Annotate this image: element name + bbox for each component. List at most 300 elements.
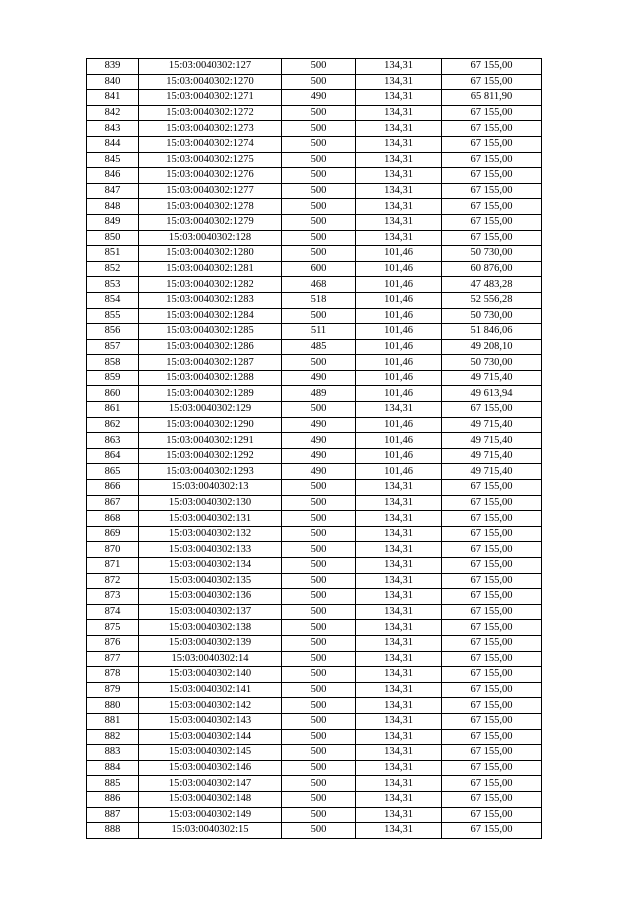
cadastral-value-cell: 67 155,00	[442, 760, 542, 776]
row-number-cell: 864	[87, 448, 139, 464]
table-row	[87, 105, 542, 121]
area-cell: 500	[282, 682, 356, 698]
cadastral-number-cell: 15:03:0040302:143	[139, 713, 282, 729]
table-row	[87, 776, 542, 792]
cadastral-value-cell: 67 155,00	[442, 558, 542, 574]
rate-cell: 134,31	[356, 230, 442, 246]
row-number-cell: 877	[87, 651, 139, 667]
area-cell: 500	[282, 791, 356, 807]
cadastral-value-cell: 67 155,00	[442, 136, 542, 152]
row-number-cell: 873	[87, 589, 139, 605]
cadastral-number-cell: 15:03:0040302:1282	[139, 277, 282, 293]
area-cell: 518	[282, 292, 356, 308]
table-row	[87, 791, 542, 807]
cadastral-number-cell: 15:03:0040302:1277	[139, 183, 282, 199]
cadastral-number-cell: 15:03:0040302:1288	[139, 370, 282, 386]
cadastral-value-cell: 49 715,40	[442, 464, 542, 480]
cadastral-value-cell: 67 155,00	[442, 776, 542, 792]
cadastral-value-cell: 49 613,94	[442, 386, 542, 402]
table-row	[87, 136, 542, 152]
rate-cell: 134,31	[356, 74, 442, 90]
cadastral-value-cell: 67 155,00	[442, 651, 542, 667]
area-cell: 500	[282, 74, 356, 90]
area-cell: 500	[282, 246, 356, 262]
table-row	[87, 480, 542, 496]
area-cell: 500	[282, 199, 356, 215]
row-number-cell: 844	[87, 136, 139, 152]
rate-cell: 134,31	[356, 511, 442, 527]
row-number-cell: 885	[87, 776, 139, 792]
area-cell: 500	[282, 729, 356, 745]
cadastral-value-cell: 67 155,00	[442, 542, 542, 558]
rate-cell: 134,31	[356, 121, 442, 137]
table-row	[87, 90, 542, 106]
table-row	[87, 760, 542, 776]
area-cell: 500	[282, 745, 356, 761]
cadastral-number-cell: 15:03:0040302:136	[139, 589, 282, 605]
cadastral-number-cell: 15:03:0040302:128	[139, 230, 282, 246]
rate-cell: 134,31	[356, 495, 442, 511]
row-number-cell: 875	[87, 620, 139, 636]
rate-cell: 134,31	[356, 168, 442, 184]
row-number-cell: 861	[87, 402, 139, 418]
cadastral-number-cell: 15:03:0040302:15	[139, 823, 282, 839]
row-number-cell: 860	[87, 386, 139, 402]
cadastral-value-cell: 49 715,40	[442, 417, 542, 433]
area-cell: 500	[282, 230, 356, 246]
rate-cell: 134,31	[356, 620, 442, 636]
table-row	[87, 620, 542, 636]
area-cell: 500	[282, 214, 356, 230]
table-row	[87, 230, 542, 246]
table-row	[87, 495, 542, 511]
rate-cell: 101,46	[356, 386, 442, 402]
cadastral-number-cell: 15:03:0040302:140	[139, 667, 282, 683]
cadastral-value-cell: 49 715,40	[442, 448, 542, 464]
cadastral-value-cell: 67 155,00	[442, 511, 542, 527]
area-cell: 500	[282, 542, 356, 558]
cadastral-number-cell: 15:03:0040302:132	[139, 526, 282, 542]
cadastral-value-cell: 65 811,90	[442, 90, 542, 106]
table-row	[87, 807, 542, 823]
row-number-cell: 839	[87, 59, 139, 75]
cadastral-value-cell: 67 155,00	[442, 199, 542, 215]
cadastral-value-cell: 50 730,00	[442, 246, 542, 262]
cadastral-number-cell: 15:03:0040302:133	[139, 542, 282, 558]
cadastral-number-cell: 15:03:0040302:139	[139, 635, 282, 651]
rate-cell: 134,31	[356, 667, 442, 683]
table-row	[87, 542, 542, 558]
cadastral-number-cell: 15:03:0040302:135	[139, 573, 282, 589]
row-number-cell: 842	[87, 105, 139, 121]
row-number-cell: 874	[87, 604, 139, 620]
cadastral-number-cell: 15:03:0040302:1293	[139, 464, 282, 480]
row-number-cell: 849	[87, 214, 139, 230]
rate-cell: 134,31	[356, 604, 442, 620]
table-row	[87, 59, 542, 75]
area-cell: 500	[282, 604, 356, 620]
cadastral-value-cell: 67 155,00	[442, 682, 542, 698]
table-row	[87, 745, 542, 761]
rate-cell: 134,31	[356, 480, 442, 496]
area-cell: 511	[282, 324, 356, 340]
cadastral-value-cell: 52 556,28	[442, 292, 542, 308]
table-row	[87, 698, 542, 714]
table-row	[87, 402, 542, 418]
table-row	[87, 729, 542, 745]
area-cell: 500	[282, 698, 356, 714]
rate-cell: 101,46	[356, 464, 442, 480]
row-number-cell: 847	[87, 183, 139, 199]
area-cell: 500	[282, 823, 356, 839]
row-number-cell: 840	[87, 74, 139, 90]
cadastral-number-cell: 15:03:0040302:1286	[139, 339, 282, 355]
area-cell: 500	[282, 776, 356, 792]
cadastral-value-cell: 49 715,40	[442, 433, 542, 449]
table-row	[87, 152, 542, 168]
area-cell: 500	[282, 152, 356, 168]
cadastral-number-cell: 15:03:0040302:129	[139, 402, 282, 418]
rate-cell: 134,31	[356, 542, 442, 558]
table-row	[87, 651, 542, 667]
row-number-cell: 872	[87, 573, 139, 589]
cadastral-value-cell: 49 208,10	[442, 339, 542, 355]
rate-cell: 101,46	[356, 339, 442, 355]
row-number-cell: 879	[87, 682, 139, 698]
table-row	[87, 74, 542, 90]
cadastral-number-cell: 15:03:0040302:1292	[139, 448, 282, 464]
cadastral-number-cell: 15:03:0040302:148	[139, 791, 282, 807]
cadastral-number-cell: 15:03:0040302:146	[139, 760, 282, 776]
area-cell: 500	[282, 573, 356, 589]
row-number-cell: 851	[87, 246, 139, 262]
area-cell: 500	[282, 558, 356, 574]
row-number-cell: 854	[87, 292, 139, 308]
rate-cell: 101,46	[356, 355, 442, 371]
cadastral-value-cell: 67 155,00	[442, 635, 542, 651]
area-cell: 500	[282, 121, 356, 137]
rate-cell: 101,46	[356, 448, 442, 464]
table-row	[87, 635, 542, 651]
rate-cell: 134,31	[356, 136, 442, 152]
table-row	[87, 168, 542, 184]
row-number-cell: 888	[87, 823, 139, 839]
area-cell: 490	[282, 417, 356, 433]
row-number-cell: 852	[87, 261, 139, 277]
rate-cell: 134,31	[356, 152, 442, 168]
area-cell: 500	[282, 136, 356, 152]
rate-cell: 101,46	[356, 324, 442, 340]
cadastral-value-cell: 67 155,00	[442, 74, 542, 90]
cadastral-number-cell: 15:03:0040302:1290	[139, 417, 282, 433]
rate-cell: 101,46	[356, 277, 442, 293]
cadastral-value-cell: 50 730,00	[442, 355, 542, 371]
row-number-cell: 848	[87, 199, 139, 215]
cadastral-value-cell: 67 155,00	[442, 183, 542, 199]
cadastral-number-cell: 15:03:0040302:1271	[139, 90, 282, 106]
cadastral-value-cell: 67 155,00	[442, 214, 542, 230]
cadastral-number-cell: 15:03:0040302:141	[139, 682, 282, 698]
cadastral-number-cell: 15:03:0040302:1289	[139, 386, 282, 402]
table-body	[87, 59, 542, 839]
area-cell: 468	[282, 277, 356, 293]
rate-cell: 134,31	[356, 791, 442, 807]
table-row	[87, 292, 542, 308]
table-row	[87, 511, 542, 527]
land-registry-table	[86, 58, 542, 839]
cadastral-number-cell: 15:03:0040302:1278	[139, 199, 282, 215]
row-number-cell: 886	[87, 791, 139, 807]
cadastral-number-cell: 15:03:0040302:14	[139, 651, 282, 667]
rate-cell: 101,46	[356, 246, 442, 262]
cadastral-value-cell: 67 155,00	[442, 230, 542, 246]
row-number-cell: 858	[87, 355, 139, 371]
table-row	[87, 214, 542, 230]
row-number-cell: 880	[87, 698, 139, 714]
table-row	[87, 121, 542, 137]
cadastral-value-cell: 67 155,00	[442, 152, 542, 168]
table-row	[87, 589, 542, 605]
row-number-cell: 876	[87, 635, 139, 651]
rate-cell: 134,31	[356, 807, 442, 823]
table-row	[87, 339, 542, 355]
area-cell: 490	[282, 464, 356, 480]
table-row	[87, 417, 542, 433]
row-number-cell: 887	[87, 807, 139, 823]
rate-cell: 101,46	[356, 417, 442, 433]
table-row	[87, 355, 542, 371]
cadastral-number-cell: 15:03:0040302:134	[139, 558, 282, 574]
cadastral-number-cell: 15:03:0040302:147	[139, 776, 282, 792]
cadastral-value-cell: 67 155,00	[442, 495, 542, 511]
cadastral-number-cell: 15:03:0040302:145	[139, 745, 282, 761]
cadastral-number-cell: 15:03:0040302:144	[139, 729, 282, 745]
cadastral-value-cell: 67 155,00	[442, 121, 542, 137]
area-cell: 490	[282, 370, 356, 386]
area-cell: 500	[282, 807, 356, 823]
table-row	[87, 573, 542, 589]
row-number-cell: 859	[87, 370, 139, 386]
cadastral-value-cell: 67 155,00	[442, 573, 542, 589]
rate-cell: 101,46	[356, 308, 442, 324]
rate-cell: 134,31	[356, 760, 442, 776]
rate-cell: 134,31	[356, 402, 442, 418]
cadastral-value-cell: 67 155,00	[442, 402, 542, 418]
cadastral-number-cell: 15:03:0040302:138	[139, 620, 282, 636]
row-number-cell: 884	[87, 760, 139, 776]
rate-cell: 134,31	[356, 214, 442, 230]
cadastral-value-cell: 67 155,00	[442, 168, 542, 184]
table-row	[87, 558, 542, 574]
area-cell: 500	[282, 635, 356, 651]
area-cell: 500	[282, 59, 356, 75]
cadastral-number-cell: 15:03:0040302:1276	[139, 168, 282, 184]
rate-cell: 134,31	[356, 635, 442, 651]
table-row	[87, 370, 542, 386]
cadastral-number-cell: 15:03:0040302:142	[139, 698, 282, 714]
row-number-cell: 863	[87, 433, 139, 449]
cadastral-number-cell: 15:03:0040302:1285	[139, 324, 282, 340]
row-number-cell: 850	[87, 230, 139, 246]
row-number-cell: 856	[87, 324, 139, 340]
table-row	[87, 324, 542, 340]
cadastral-number-cell: 15:03:0040302:131	[139, 511, 282, 527]
row-number-cell: 870	[87, 542, 139, 558]
row-number-cell: 869	[87, 526, 139, 542]
rate-cell: 134,31	[356, 199, 442, 215]
row-number-cell: 862	[87, 417, 139, 433]
area-cell: 490	[282, 433, 356, 449]
area-cell: 489	[282, 386, 356, 402]
cadastral-number-cell: 15:03:0040302:130	[139, 495, 282, 511]
cadastral-value-cell: 51 846,06	[442, 324, 542, 340]
rate-cell: 101,46	[356, 433, 442, 449]
cadastral-number-cell: 15:03:0040302:1275	[139, 152, 282, 168]
table-row	[87, 464, 542, 480]
area-cell: 500	[282, 355, 356, 371]
rate-cell: 101,46	[356, 261, 442, 277]
rate-cell: 134,31	[356, 526, 442, 542]
cadastral-value-cell: 67 155,00	[442, 480, 542, 496]
row-number-cell: 868	[87, 511, 139, 527]
rate-cell: 134,31	[356, 183, 442, 199]
area-cell: 500	[282, 651, 356, 667]
area-cell: 500	[282, 526, 356, 542]
row-number-cell: 883	[87, 745, 139, 761]
cadastral-value-cell: 67 155,00	[442, 745, 542, 761]
table-row	[87, 667, 542, 683]
cadastral-value-cell: 67 155,00	[442, 713, 542, 729]
rate-cell: 134,31	[356, 698, 442, 714]
rate-cell: 134,31	[356, 573, 442, 589]
cadastral-number-cell: 15:03:0040302:1287	[139, 355, 282, 371]
cadastral-value-cell: 67 155,00	[442, 620, 542, 636]
cadastral-number-cell: 15:03:0040302:1284	[139, 308, 282, 324]
cadastral-value-cell: 67 155,00	[442, 59, 542, 75]
row-number-cell: 846	[87, 168, 139, 184]
row-number-cell: 865	[87, 464, 139, 480]
cadastral-value-cell: 47 483,28	[442, 277, 542, 293]
area-cell: 500	[282, 183, 356, 199]
table-row	[87, 183, 542, 199]
rate-cell: 134,31	[356, 713, 442, 729]
cadastral-number-cell: 15:03:0040302:1274	[139, 136, 282, 152]
rate-cell: 101,46	[356, 370, 442, 386]
table-row	[87, 682, 542, 698]
rate-cell: 134,31	[356, 745, 442, 761]
area-cell: 500	[282, 402, 356, 418]
table-row	[87, 526, 542, 542]
area-cell: 500	[282, 480, 356, 496]
table-row	[87, 713, 542, 729]
cadastral-number-cell: 15:03:0040302:1279	[139, 214, 282, 230]
cadastral-value-cell: 67 155,00	[442, 105, 542, 121]
row-number-cell: 843	[87, 121, 139, 137]
cadastral-value-cell: 67 155,00	[442, 667, 542, 683]
row-number-cell: 853	[87, 277, 139, 293]
rate-cell: 101,46	[356, 292, 442, 308]
row-number-cell: 841	[87, 90, 139, 106]
table-row	[87, 433, 542, 449]
rate-cell: 134,31	[356, 729, 442, 745]
area-cell: 500	[282, 589, 356, 605]
table-row	[87, 261, 542, 277]
cadastral-value-cell: 67 155,00	[442, 589, 542, 605]
rate-cell: 134,31	[356, 823, 442, 839]
cadastral-value-cell: 60 876,00	[442, 261, 542, 277]
rate-cell: 134,31	[356, 589, 442, 605]
row-number-cell: 857	[87, 339, 139, 355]
area-cell: 500	[282, 620, 356, 636]
area-cell: 500	[282, 713, 356, 729]
row-number-cell: 881	[87, 713, 139, 729]
cadastral-number-cell: 15:03:0040302:149	[139, 807, 282, 823]
cadastral-number-cell: 15:03:0040302:1281	[139, 261, 282, 277]
row-number-cell: 845	[87, 152, 139, 168]
table-row	[87, 277, 542, 293]
area-cell: 500	[282, 105, 356, 121]
area-cell: 500	[282, 511, 356, 527]
area-cell: 500	[282, 667, 356, 683]
cadastral-number-cell: 15:03:0040302:1280	[139, 246, 282, 262]
rate-cell: 134,31	[356, 90, 442, 106]
rate-cell: 134,31	[356, 105, 442, 121]
row-number-cell: 882	[87, 729, 139, 745]
area-cell: 500	[282, 495, 356, 511]
area-cell: 490	[282, 90, 356, 106]
area-cell: 500	[282, 760, 356, 776]
area-cell: 500	[282, 308, 356, 324]
cadastral-number-cell: 15:03:0040302:1270	[139, 74, 282, 90]
table-row	[87, 386, 542, 402]
cadastral-number-cell: 15:03:0040302:137	[139, 604, 282, 620]
cadastral-value-cell: 67 155,00	[442, 604, 542, 620]
cadastral-value-cell: 67 155,00	[442, 791, 542, 807]
cadastral-value-cell: 67 155,00	[442, 823, 542, 839]
area-cell: 490	[282, 448, 356, 464]
cadastral-value-cell: 67 155,00	[442, 729, 542, 745]
row-number-cell: 867	[87, 495, 139, 511]
table-row	[87, 246, 542, 262]
cadastral-value-cell: 49 715,40	[442, 370, 542, 386]
cadastral-value-cell: 67 155,00	[442, 526, 542, 542]
cadastral-number-cell: 15:03:0040302:1283	[139, 292, 282, 308]
row-number-cell: 866	[87, 480, 139, 496]
row-number-cell: 871	[87, 558, 139, 574]
table-row	[87, 199, 542, 215]
cadastral-value-cell: 67 155,00	[442, 807, 542, 823]
table-row	[87, 448, 542, 464]
row-number-cell: 855	[87, 308, 139, 324]
cadastral-value-cell: 50 730,00	[442, 308, 542, 324]
rate-cell: 134,31	[356, 682, 442, 698]
cadastral-number-cell: 15:03:0040302:1291	[139, 433, 282, 449]
table-row	[87, 823, 542, 839]
rate-cell: 134,31	[356, 59, 442, 75]
rate-cell: 134,31	[356, 558, 442, 574]
area-cell: 500	[282, 168, 356, 184]
area-cell: 600	[282, 261, 356, 277]
table-row	[87, 604, 542, 620]
cadastral-number-cell: 15:03:0040302:1272	[139, 105, 282, 121]
cadastral-number-cell: 15:03:0040302:1273	[139, 121, 282, 137]
rate-cell: 134,31	[356, 776, 442, 792]
row-number-cell: 878	[87, 667, 139, 683]
cadastral-number-cell: 15:03:0040302:13	[139, 480, 282, 496]
area-cell: 485	[282, 339, 356, 355]
rate-cell: 134,31	[356, 651, 442, 667]
cadastral-number-cell: 15:03:0040302:127	[139, 59, 282, 75]
